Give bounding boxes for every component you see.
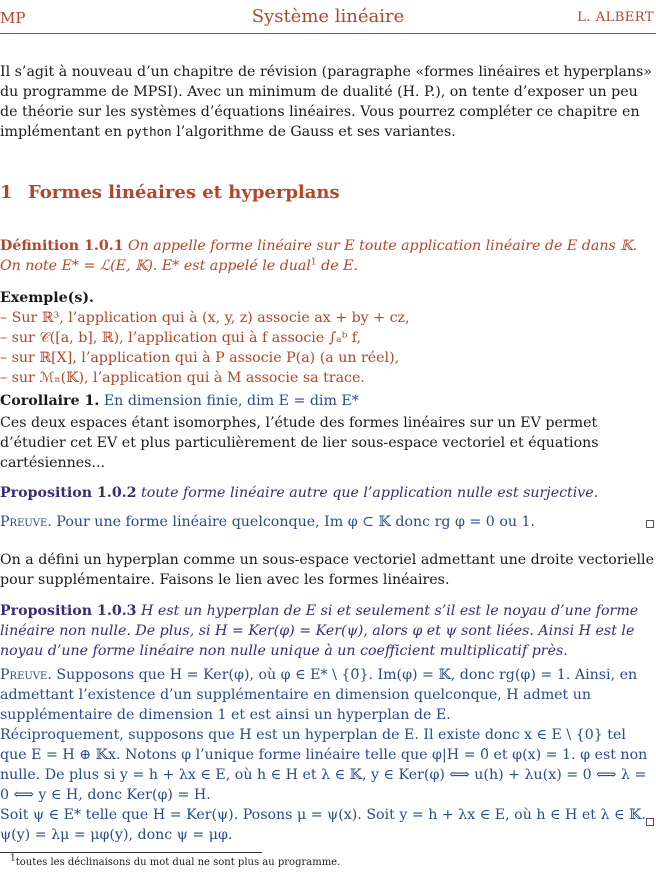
header-author: L. ALBERT	[577, 10, 654, 25]
section-heading	[0, 182, 340, 203]
definition-label: Définition 1.0.1	[0, 238, 124, 254]
proposition-2-label: Proposition 1.0.3	[0, 603, 137, 619]
isomorphism-paragraph: Ces deux espaces étant isomorphes, l’étude des formes linéaires sur un EV permet d’étudier cet EV et plus particulièrement de lier sous-espace vectoriel et équations cartésiennes...	[0, 415, 599, 471]
proof-1-text: Pour une forme linéaire quelconque, Im φ ⊂ 𝕂 donc rg φ = 0 ou 1.	[56, 514, 536, 530]
proof-2	[0, 665, 654, 845]
proof-2-label: Preuve.	[0, 667, 52, 683]
proof-2-text-1: Supposons que H = Ker(φ), où φ ∈ E* \ {0̃}. Im(φ) = 𝕂, donc rg(φ) = 1. Ainsi, en admettant l’existence d’un supplémentaire en dimension quelconque, H admet un supplémentaire de dimension 1 et est ainsi un hyperplan de E.	[0, 667, 638, 723]
proof-1-label: Preuve.	[0, 514, 52, 530]
qed-square	[646, 520, 654, 528]
corollary-label: Corollaire 1.	[0, 393, 100, 409]
intro-paragraph	[0, 62, 654, 142]
example-item: – Sur ℝ³, l’application qui à (x, y, z) associe ax + by + cz,	[0, 310, 410, 326]
definition-text: On appelle forme linéaire sur E toute application linéaire de E dans 𝕂. On note E* = ℒ(E, 𝕂). E* est appelé le dual	[0, 238, 638, 274]
definition-block	[0, 236, 654, 276]
proof-1	[0, 512, 654, 532]
qed-square	[646, 818, 654, 826]
corollary-text: En dimension finie, dim E = dim E*	[103, 393, 359, 409]
header-rule	[0, 33, 656, 34]
proposition-1-label: Proposition 1.0.2	[0, 485, 137, 501]
hyperplane-paragraph: On a défini un hyperplan comme un sous-espace vectoriel admettant une droite vectorielle pour supplémentaire. Faisons le lien avec les formes linéaires.	[0, 552, 654, 588]
examples-title: Exemple(s).	[0, 290, 94, 306]
example-item: – sur ℳₙ(𝕂), l’application qui à M associe sa trace.	[0, 370, 365, 386]
proposition-2-text: H est un hyperplan de E si et seulement s’il est le noyau d’une forme linéaire non nulle. De plus, si H = Ker(φ) = Ker(ψ), alors φ et ψ sont liées. Ainsi H est le noyau d’une forme linéaire non nulle unique à un coefficient multiplicatif près.	[0, 603, 639, 659]
header-left: MP	[0, 9, 26, 27]
proposition-1	[0, 483, 654, 503]
intro-text-1: Il s’agit à nouveau d’un chapitre de révision (paragraphe «formes linéaires et hyperplans» du programme de MPSI). Avec un minimum de dualité (H. P.), on tente d’exposer un peu de théorie sur les systèmes d’équations linéaires. Vous pourrez compléter ce chapitre en implémentant en	[0, 64, 653, 140]
proof-2-paragraph-1	[0, 665, 654, 725]
examples-list	[0, 308, 654, 388]
corollary-block	[0, 391, 654, 411]
proposition-1-text: toute forme linéaire autre que l’application nulle est surjective.	[141, 485, 599, 501]
footnote-rule	[0, 852, 262, 853]
section-number: 1	[0, 182, 13, 203]
definition-footnote-mark: 1	[310, 257, 317, 268]
example-item: – sur 𝒞([a, b], ℝ), l’application qui à f associe ∫ₐᵇ f,	[0, 330, 362, 346]
proposition-2	[0, 601, 654, 661]
section-title: Formes linéaires et hyperplans	[28, 182, 340, 203]
header-title: Système linéaire	[251, 6, 405, 27]
intro-code: python	[126, 124, 172, 139]
footnote-text: toutes les déclinaisons du mot dual ne sont plus au programme.	[15, 857, 341, 868]
intro-text-2: l’algorithme de Gauss et ses variantes.	[171, 124, 456, 140]
footnote	[10, 853, 341, 869]
example-item: – sur ℝ[X], l’application qui à P associe P(a) (a un réel),	[0, 350, 400, 366]
footnote-mark: 1	[10, 853, 16, 864]
proof-2-paragraph-2: Réciproquement, supposons que H est un hyperplan de E. Il existe donc x ∈ E \ {0} tel que E = H ⊕ 𝕂x. Notons φ l’unique forme linéaire telle que φ|H = 0̃ et φ(x) = 1. φ est non nulle. De plus si y = h + λx ∈ E, où h ∈ H et λ ∈ 𝕂, y ∈ Ker(φ) ⟺ u(h) + λu(x) = 0 ⟺ λ = 0 ⟺ y ∈ H, donc Ker(φ) = H.	[0, 727, 648, 803]
proof-2-paragraph-3: Soit ψ ∈ E* telle que H = Ker(ψ). Posons μ = ψ(x). Soit y = h + λx ∈ E, où h ∈ H et λ ∈ 𝕂. ψ(y) = λμ = μφ(y), donc ψ = μφ.	[0, 807, 646, 843]
page-header	[0, 6, 656, 32]
definition-text-end: de E.	[316, 258, 359, 274]
examples-block	[0, 288, 654, 388]
